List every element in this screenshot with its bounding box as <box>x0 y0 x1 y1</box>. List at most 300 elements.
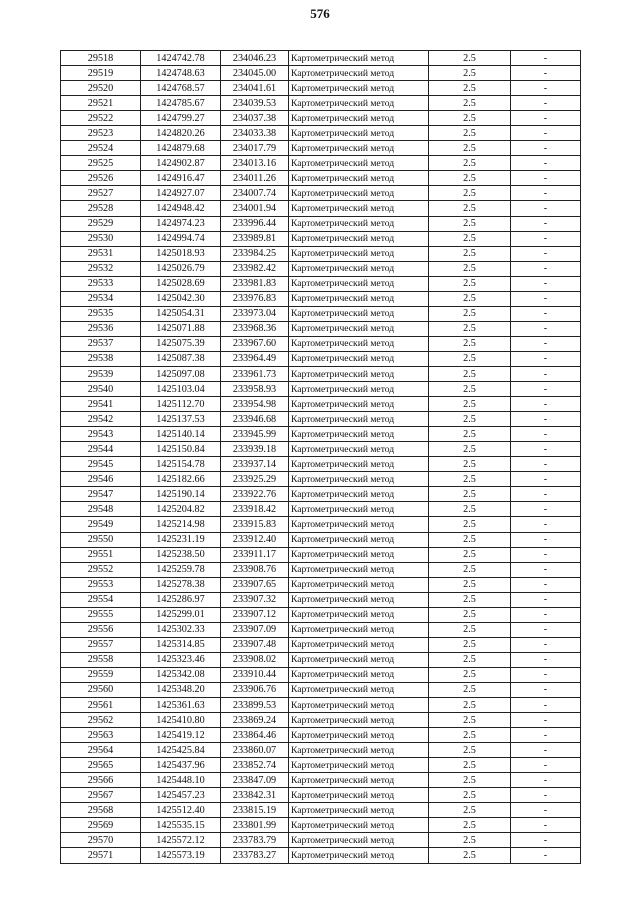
method-cell: Картометрический метод <box>289 472 429 487</box>
y-coordinate-cell: 233925.29 <box>221 472 289 487</box>
method-cell: Картометрический метод <box>289 547 429 562</box>
accuracy-cell: 2.5 <box>429 818 511 833</box>
table-row <box>61 833 581 848</box>
x-coordinate-cell: 1425054.31 <box>141 306 221 321</box>
note-cell: - <box>511 788 581 803</box>
table-body <box>61 51 581 864</box>
point-number-cell: 29570 <box>61 833 141 848</box>
x-coordinate-cell: 1424748.63 <box>141 66 221 81</box>
y-coordinate-cell: 233907.12 <box>221 607 289 622</box>
y-coordinate-cell: 233907.65 <box>221 577 289 592</box>
y-coordinate-cell: 233964.49 <box>221 351 289 366</box>
accuracy-cell: 2.5 <box>429 577 511 592</box>
note-cell: - <box>511 562 581 577</box>
table-row <box>61 532 581 547</box>
method-cell: Картометрический метод <box>289 818 429 833</box>
table-row <box>61 818 581 833</box>
x-coordinate-cell: 1424785.67 <box>141 96 221 111</box>
y-coordinate-cell: 233958.93 <box>221 382 289 397</box>
y-coordinate-cell: 233852.74 <box>221 758 289 773</box>
y-coordinate-cell: 233907.32 <box>221 592 289 607</box>
point-number-cell: 29529 <box>61 216 141 231</box>
table-row <box>61 713 581 728</box>
y-coordinate-cell: 233996.44 <box>221 216 289 231</box>
note-cell: - <box>511 517 581 532</box>
note-cell: - <box>511 713 581 728</box>
note-cell: - <box>511 637 581 652</box>
table-row <box>61 351 581 366</box>
point-number-cell: 29532 <box>61 261 141 276</box>
point-number-cell: 29559 <box>61 667 141 682</box>
x-coordinate-cell: 1425231.19 <box>141 532 221 547</box>
table-row <box>61 306 581 321</box>
x-coordinate-cell: 1425026.79 <box>141 261 221 276</box>
point-number-cell: 29551 <box>61 547 141 562</box>
accuracy-cell: 2.5 <box>429 472 511 487</box>
method-cell: Картометрический метод <box>289 652 429 667</box>
point-number-cell: 29555 <box>61 607 141 622</box>
table-row <box>61 81 581 96</box>
point-number-cell: 29544 <box>61 442 141 457</box>
x-coordinate-cell: 1425204.82 <box>141 502 221 517</box>
method-cell: Картометрический метод <box>289 788 429 803</box>
accuracy-cell: 2.5 <box>429 201 511 216</box>
y-coordinate-cell: 233981.83 <box>221 276 289 291</box>
accuracy-cell: 2.5 <box>429 698 511 713</box>
note-cell: - <box>511 758 581 773</box>
method-cell: Картометрический метод <box>289 171 429 186</box>
y-coordinate-cell: 233912.40 <box>221 532 289 547</box>
method-cell: Картометрический метод <box>289 81 429 96</box>
y-coordinate-cell: 233815.19 <box>221 803 289 818</box>
table-row <box>61 171 581 186</box>
method-cell: Картометрический метод <box>289 442 429 457</box>
y-coordinate-cell: 233910.44 <box>221 667 289 682</box>
table-row <box>61 321 581 336</box>
note-cell: - <box>511 773 581 788</box>
point-number-cell: 29549 <box>61 517 141 532</box>
method-cell: Картометрический метод <box>289 397 429 412</box>
point-number-cell: 29566 <box>61 773 141 788</box>
note-cell: - <box>511 728 581 743</box>
table-row <box>61 126 581 141</box>
method-cell: Картометрический метод <box>289 758 429 773</box>
point-number-cell: 29524 <box>61 141 141 156</box>
method-cell: Картометрический метод <box>289 186 429 201</box>
note-cell: - <box>511 833 581 848</box>
y-coordinate-cell: 233954.98 <box>221 397 289 412</box>
note-cell: - <box>511 66 581 81</box>
x-coordinate-cell: 1425573.19 <box>141 848 221 863</box>
point-number-cell: 29554 <box>61 592 141 607</box>
x-coordinate-cell: 1425437.96 <box>141 758 221 773</box>
table-row <box>61 382 581 397</box>
point-number-cell: 29519 <box>61 66 141 81</box>
x-coordinate-cell: 1425425.84 <box>141 743 221 758</box>
y-coordinate-cell: 233984.25 <box>221 246 289 261</box>
y-coordinate-cell: 233899.53 <box>221 698 289 713</box>
point-number-cell: 29518 <box>61 51 141 66</box>
accuracy-cell: 2.5 <box>429 306 511 321</box>
accuracy-cell: 2.5 <box>429 592 511 607</box>
accuracy-cell: 2.5 <box>429 758 511 773</box>
x-coordinate-cell: 1425572.12 <box>141 833 221 848</box>
note-cell: - <box>511 652 581 667</box>
x-coordinate-cell: 1425018.93 <box>141 246 221 261</box>
note-cell: - <box>511 622 581 637</box>
point-number-cell: 29536 <box>61 321 141 336</box>
note-cell: - <box>511 141 581 156</box>
y-coordinate-cell: 234046.23 <box>221 51 289 66</box>
note-cell: - <box>511 427 581 442</box>
point-number-cell: 29546 <box>61 472 141 487</box>
table-row <box>61 652 581 667</box>
accuracy-cell: 2.5 <box>429 682 511 697</box>
method-cell: Картометрический метод <box>289 366 429 381</box>
y-coordinate-cell: 233976.83 <box>221 291 289 306</box>
y-coordinate-cell: 233915.83 <box>221 517 289 532</box>
accuracy-cell: 2.5 <box>429 96 511 111</box>
accuracy-cell: 2.5 <box>429 231 511 246</box>
note-cell: - <box>511 532 581 547</box>
table-row <box>61 66 581 81</box>
x-coordinate-cell: 1425097.08 <box>141 366 221 381</box>
accuracy-cell: 2.5 <box>429 351 511 366</box>
note-cell: - <box>511 96 581 111</box>
table-row <box>61 502 581 517</box>
note-cell: - <box>511 382 581 397</box>
note-cell: - <box>511 487 581 502</box>
y-coordinate-cell: 233968.36 <box>221 321 289 336</box>
table-row <box>61 773 581 788</box>
accuracy-cell: 2.5 <box>429 276 511 291</box>
x-coordinate-cell: 1424820.26 <box>141 126 221 141</box>
point-number-cell: 29521 <box>61 96 141 111</box>
table-row <box>61 848 581 863</box>
method-cell: Картометрический метод <box>289 141 429 156</box>
method-cell: Картометрический метод <box>289 382 429 397</box>
method-cell: Картометрический метод <box>289 96 429 111</box>
point-number-cell: 29550 <box>61 532 141 547</box>
accuracy-cell: 2.5 <box>429 667 511 682</box>
y-coordinate-cell: 233864.46 <box>221 728 289 743</box>
table-row <box>61 246 581 261</box>
point-number-cell: 29541 <box>61 397 141 412</box>
point-number-cell: 29558 <box>61 652 141 667</box>
accuracy-cell: 2.5 <box>429 246 511 261</box>
x-coordinate-cell: 1424974.23 <box>141 216 221 231</box>
method-cell: Картометрический метод <box>289 66 429 81</box>
table-row <box>61 96 581 111</box>
note-cell: - <box>511 682 581 697</box>
y-coordinate-cell: 233906.76 <box>221 682 289 697</box>
accuracy-cell: 2.5 <box>429 562 511 577</box>
method-cell: Картометрический метод <box>289 321 429 336</box>
note-cell: - <box>511 261 581 276</box>
point-number-cell: 29537 <box>61 336 141 351</box>
y-coordinate-cell: 233907.48 <box>221 637 289 652</box>
x-coordinate-cell: 1425302.33 <box>141 622 221 637</box>
table-row <box>61 788 581 803</box>
point-number-cell: 29535 <box>61 306 141 321</box>
x-coordinate-cell: 1425286.97 <box>141 592 221 607</box>
y-coordinate-cell: 234045.00 <box>221 66 289 81</box>
y-coordinate-cell: 233967.60 <box>221 336 289 351</box>
x-coordinate-cell: 1425299.01 <box>141 607 221 622</box>
x-coordinate-cell: 1425071.88 <box>141 321 221 336</box>
note-cell: - <box>511 848 581 863</box>
point-number-cell: 29547 <box>61 487 141 502</box>
point-number-cell: 29552 <box>61 562 141 577</box>
y-coordinate-cell: 233918.42 <box>221 502 289 517</box>
note-cell: - <box>511 698 581 713</box>
y-coordinate-cell: 233946.68 <box>221 412 289 427</box>
point-number-cell: 29522 <box>61 111 141 126</box>
note-cell: - <box>511 276 581 291</box>
table-row <box>61 577 581 592</box>
point-number-cell: 29561 <box>61 698 141 713</box>
method-cell: Картометрический метод <box>289 201 429 216</box>
table-row <box>61 366 581 381</box>
table-row <box>61 562 581 577</box>
method-cell: Картометрический метод <box>289 698 429 713</box>
y-coordinate-cell: 233783.79 <box>221 833 289 848</box>
page-number: 576 <box>310 6 330 21</box>
y-coordinate-cell: 234011.26 <box>221 171 289 186</box>
point-number-cell: 29539 <box>61 366 141 381</box>
note-cell: - <box>511 457 581 472</box>
accuracy-cell: 2.5 <box>429 156 511 171</box>
note-cell: - <box>511 126 581 141</box>
coordinates-table <box>60 50 581 864</box>
table-row <box>61 186 581 201</box>
accuracy-cell: 2.5 <box>429 336 511 351</box>
x-coordinate-cell: 1425448.10 <box>141 773 221 788</box>
method-cell: Картометрический метод <box>289 667 429 682</box>
accuracy-cell: 2.5 <box>429 637 511 652</box>
point-number-cell: 29523 <box>61 126 141 141</box>
note-cell: - <box>511 547 581 562</box>
table-row <box>61 743 581 758</box>
y-coordinate-cell: 234033.38 <box>221 126 289 141</box>
y-coordinate-cell: 233989.81 <box>221 231 289 246</box>
method-cell: Картометрический метод <box>289 412 429 427</box>
accuracy-cell: 2.5 <box>429 427 511 442</box>
method-cell: Картометрический метод <box>289 713 429 728</box>
method-cell: Картометрический метод <box>289 231 429 246</box>
note-cell: - <box>511 321 581 336</box>
x-coordinate-cell: 1425112.70 <box>141 397 221 412</box>
point-number-cell: 29543 <box>61 427 141 442</box>
point-number-cell: 29533 <box>61 276 141 291</box>
accuracy-cell: 2.5 <box>429 397 511 412</box>
note-cell: - <box>511 201 581 216</box>
y-coordinate-cell: 233937.14 <box>221 457 289 472</box>
method-cell: Картометрический метод <box>289 276 429 291</box>
point-number-cell: 29565 <box>61 758 141 773</box>
note-cell: - <box>511 291 581 306</box>
x-coordinate-cell: 1424768.57 <box>141 81 221 96</box>
x-coordinate-cell: 1424948.42 <box>141 201 221 216</box>
accuracy-cell: 2.5 <box>429 713 511 728</box>
x-coordinate-cell: 1424879.68 <box>141 141 221 156</box>
note-cell: - <box>511 442 581 457</box>
point-number-cell: 29540 <box>61 382 141 397</box>
note-cell: - <box>511 607 581 622</box>
y-coordinate-cell: 234017.79 <box>221 141 289 156</box>
y-coordinate-cell: 233922.76 <box>221 487 289 502</box>
accuracy-cell: 2.5 <box>429 532 511 547</box>
point-number-cell: 29569 <box>61 818 141 833</box>
x-coordinate-cell: 1425512.40 <box>141 803 221 818</box>
method-cell: Картометрический метод <box>289 261 429 276</box>
method-cell: Картометрический метод <box>289 306 429 321</box>
table-row <box>61 156 581 171</box>
accuracy-cell: 2.5 <box>429 743 511 758</box>
table-row <box>61 517 581 532</box>
accuracy-cell: 2.5 <box>429 457 511 472</box>
accuracy-cell: 2.5 <box>429 366 511 381</box>
table-row <box>61 291 581 306</box>
note-cell: - <box>511 111 581 126</box>
point-number-cell: 29538 <box>61 351 141 366</box>
y-coordinate-cell: 233783.27 <box>221 848 289 863</box>
accuracy-cell: 2.5 <box>429 186 511 201</box>
method-cell: Картометрический метод <box>289 156 429 171</box>
x-coordinate-cell: 1425535.15 <box>141 818 221 833</box>
table-row <box>61 276 581 291</box>
point-number-cell: 29526 <box>61 171 141 186</box>
accuracy-cell: 2.5 <box>429 412 511 427</box>
x-coordinate-cell: 1425323.46 <box>141 652 221 667</box>
method-cell: Картометрический метод <box>289 111 429 126</box>
y-coordinate-cell: 233982.42 <box>221 261 289 276</box>
point-number-cell: 29528 <box>61 201 141 216</box>
method-cell: Картометрический метод <box>289 743 429 758</box>
table-row <box>61 803 581 818</box>
x-coordinate-cell: 1425182.66 <box>141 472 221 487</box>
method-cell: Картометрический метод <box>289 487 429 502</box>
note-cell: - <box>511 231 581 246</box>
x-coordinate-cell: 1425419.12 <box>141 728 221 743</box>
x-coordinate-cell: 1425259.78 <box>141 562 221 577</box>
point-number-cell: 29557 <box>61 637 141 652</box>
note-cell: - <box>511 156 581 171</box>
table-row <box>61 231 581 246</box>
x-coordinate-cell: 1425410.80 <box>141 713 221 728</box>
accuracy-cell: 2.5 <box>429 51 511 66</box>
point-number-cell: 29531 <box>61 246 141 261</box>
method-cell: Картометрический метод <box>289 803 429 818</box>
table-row <box>61 622 581 637</box>
note-cell: - <box>511 803 581 818</box>
x-coordinate-cell: 1425361.63 <box>141 698 221 713</box>
method-cell: Картометрический метод <box>289 532 429 547</box>
point-number-cell: 29548 <box>61 502 141 517</box>
accuracy-cell: 2.5 <box>429 261 511 276</box>
y-coordinate-cell: 233908.02 <box>221 652 289 667</box>
method-cell: Картометрический метод <box>289 336 429 351</box>
x-coordinate-cell: 1425075.39 <box>141 336 221 351</box>
accuracy-cell: 2.5 <box>429 517 511 532</box>
method-cell: Картометрический метод <box>289 427 429 442</box>
y-coordinate-cell: 233939.18 <box>221 442 289 457</box>
accuracy-cell: 2.5 <box>429 382 511 397</box>
y-coordinate-cell: 234037.38 <box>221 111 289 126</box>
x-coordinate-cell: 1425342.08 <box>141 667 221 682</box>
y-coordinate-cell: 234039.53 <box>221 96 289 111</box>
y-coordinate-cell: 233907.09 <box>221 622 289 637</box>
x-coordinate-cell: 1425028.69 <box>141 276 221 291</box>
x-coordinate-cell: 1425087.38 <box>141 351 221 366</box>
note-cell: - <box>511 246 581 261</box>
y-coordinate-cell: 234013.16 <box>221 156 289 171</box>
x-coordinate-cell: 1425103.04 <box>141 382 221 397</box>
method-cell: Картометрический метод <box>289 351 429 366</box>
table-row <box>61 547 581 562</box>
point-number-cell: 29545 <box>61 457 141 472</box>
note-cell: - <box>511 366 581 381</box>
x-coordinate-cell: 1424902.87 <box>141 156 221 171</box>
x-coordinate-cell: 1425140.14 <box>141 427 221 442</box>
method-cell: Картометрический метод <box>289 592 429 607</box>
method-cell: Картометрический метод <box>289 637 429 652</box>
point-number-cell: 29563 <box>61 728 141 743</box>
y-coordinate-cell: 233801.99 <box>221 818 289 833</box>
accuracy-cell: 2.5 <box>429 622 511 637</box>
table-row <box>61 51 581 66</box>
accuracy-cell: 2.5 <box>429 216 511 231</box>
accuracy-cell: 2.5 <box>429 502 511 517</box>
accuracy-cell: 2.5 <box>429 442 511 457</box>
note-cell: - <box>511 397 581 412</box>
method-cell: Картометрический метод <box>289 51 429 66</box>
y-coordinate-cell: 233973.04 <box>221 306 289 321</box>
y-coordinate-cell: 233945.99 <box>221 427 289 442</box>
note-cell: - <box>511 577 581 592</box>
note-cell: - <box>511 743 581 758</box>
accuracy-cell: 2.5 <box>429 171 511 186</box>
point-number-cell: 29520 <box>61 81 141 96</box>
x-coordinate-cell: 1425214.98 <box>141 517 221 532</box>
method-cell: Картометрический метод <box>289 502 429 517</box>
method-cell: Картометрический метод <box>289 457 429 472</box>
table-row <box>61 216 581 231</box>
point-number-cell: 29568 <box>61 803 141 818</box>
point-number-cell: 29564 <box>61 743 141 758</box>
x-coordinate-cell: 1425314.85 <box>141 637 221 652</box>
table-row <box>61 397 581 412</box>
x-coordinate-cell: 1424742.78 <box>141 51 221 66</box>
note-cell: - <box>511 216 581 231</box>
note-cell: - <box>511 306 581 321</box>
note-cell: - <box>511 336 581 351</box>
note-cell: - <box>511 592 581 607</box>
method-cell: Картометрический метод <box>289 773 429 788</box>
table-row <box>61 442 581 457</box>
x-coordinate-cell: 1424927.07 <box>141 186 221 201</box>
method-cell: Картометрический метод <box>289 517 429 532</box>
note-cell: - <box>511 81 581 96</box>
y-coordinate-cell: 233961.73 <box>221 366 289 381</box>
table-row <box>61 111 581 126</box>
note-cell: - <box>511 412 581 427</box>
x-coordinate-cell: 1424916.47 <box>141 171 221 186</box>
point-number-cell: 29530 <box>61 231 141 246</box>
accuracy-cell: 2.5 <box>429 788 511 803</box>
accuracy-cell: 2.5 <box>429 803 511 818</box>
table-row <box>61 682 581 697</box>
